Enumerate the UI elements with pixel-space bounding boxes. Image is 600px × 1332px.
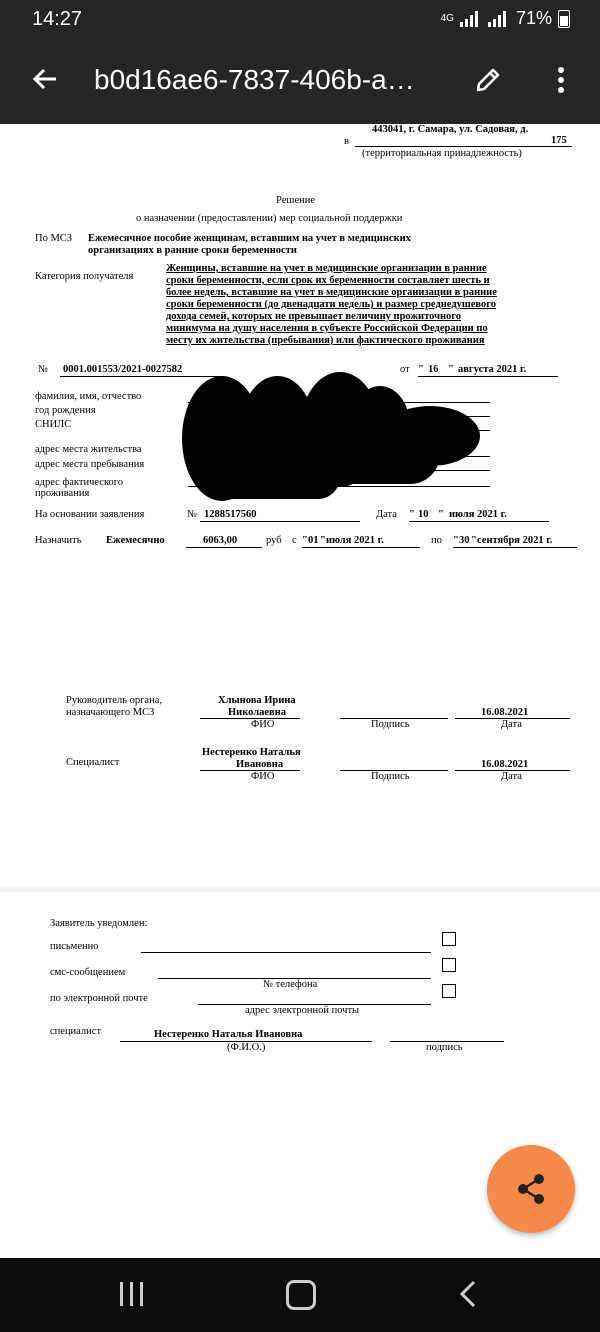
residence-label: адрес места жительства	[35, 444, 142, 455]
status-time: 14:27	[32, 8, 83, 30]
recent-apps-icon[interactable]	[120, 1282, 146, 1306]
msz-line-1: Ежемесячное пособие женщинам, вставшим на учет в медицинских	[88, 233, 411, 244]
more-vertical-icon[interactable]	[546, 60, 576, 100]
share-icon	[487, 1145, 575, 1233]
decision-month-year: августа 2021 г.	[458, 364, 527, 375]
actual-label-1: адрес фактического	[35, 477, 124, 488]
signal-icon-2	[488, 11, 510, 27]
stay-label: адрес места пребывания	[35, 459, 145, 470]
notice-specialist-label: специалист	[50, 1026, 102, 1037]
document-page-1: 443041, г. Самара, ул. Садовая, д. в 175 (территориальная принадлежность) Решение о назначении (предоставлении) мер социальной поддержки По МСЗ Ежемесячное пособие женщинам, вставшим на учет в медицинских организациях в ранние сроки беременности Категория получателя Женщины, вставшие на учет в медицинские организации в ранние сроки беременности, если срок их беременности составляет шесть и более недель, вставшие на учет в медицинские организации в ранние сроки беременности (до двенадцати недель) и размер среднедушевого дохода семей, которых не превышает величину прожиточного минимума на душу населения в субъекте Российской Федерации по месту их жительства (пребывания) или фактического проживания № 0001.001553/2021-0027582 от " 16 " августа 2021 г. фамилия, имя, отчество год рождения СНИЛС адрес места жительства адрес места пребывания адрес фактического проживания На основании заявления № 1288517560 Дата " 10 " июля 2021 г. Назначить Ежемесячно 6063,00 руб с " 01 " июля 2021 г. по " 30 " сентября 2021 г. Руководитель органа, назначающего МСЗ Хлынова Ирина Николаевна 16.08.2021 ФИО Подпись Дата Специалист Нестеренко Наталья Ивановна 16.08.2021 ФИО Подпись Дата	[0, 124, 600, 886]
notice-title: Заявитель уведомлен:	[50, 918, 148, 929]
date-caption: Дата	[501, 719, 522, 730]
specialist-name-1: Нестеренко Наталья	[202, 747, 301, 758]
application-day: 10	[418, 509, 429, 520]
phone-caption: № телефона	[263, 979, 318, 990]
snils-label: СНИЛС	[35, 419, 72, 430]
category-line: Женщины, вставшие на учет в медицинские организации в ранние	[166, 263, 487, 274]
category-line: более недель, вставшие на учет в медицинские организации в ранние	[166, 287, 497, 298]
msz-line-2: организациях в ранние сроки беременности	[88, 245, 297, 256]
category-line: сроки беременности (до двенадцати недель) и размер среднедушевого	[166, 299, 497, 310]
birth-label: год рождения	[35, 405, 96, 416]
category-line: сроки беременности, если срок их беременности составляет шесть и	[166, 275, 490, 286]
system-nav-bar	[0, 1258, 600, 1332]
signal-icon	[460, 11, 482, 27]
pencil-icon[interactable]	[468, 60, 508, 100]
network-type: 4G	[440, 13, 454, 24]
doc-title: Решение	[276, 195, 316, 206]
start-month-year: июля 2021 г.	[326, 535, 384, 546]
battery-percent: 71%	[515, 8, 552, 28]
category-label: Категория получателя	[35, 271, 134, 282]
document-title: b0d16ae6-7837-406b-a…	[94, 64, 415, 95]
notice-sms: смс-сообщением	[50, 967, 126, 978]
sign-caption: Подпись	[371, 719, 410, 730]
doc-subtitle: о назначении (предоставлении) мер социальной поддержки	[136, 213, 403, 224]
specialist-name-2: Ивановна	[236, 759, 284, 770]
head-label-1: Руководитель органа,	[66, 695, 162, 706]
head-date: 16.08.2021	[481, 707, 529, 718]
end-day: 30	[459, 535, 470, 546]
notice-specialist-name: Нестеренко Наталья Ивановна	[154, 1029, 303, 1040]
territorial-caption: (территориальная принадлежность)	[362, 148, 522, 159]
to-label: по	[431, 535, 442, 546]
decision-day: 16	[428, 364, 439, 375]
status-bar	[0, 0, 600, 40]
specialist-date: 16.08.2021	[481, 759, 529, 770]
notice-email: по электронной почте	[50, 993, 148, 1004]
msz-label: По МСЗ	[35, 233, 73, 244]
start-day: 01	[308, 535, 319, 546]
notice-fio-caption: (Ф.И.О.)	[227, 1042, 266, 1053]
fio-caption: ФИО	[251, 771, 275, 782]
fio-caption: ФИО	[251, 719, 275, 730]
address-number: 175	[551, 135, 567, 146]
sign-caption: Подпись	[371, 771, 410, 782]
date-caption: Дата	[501, 771, 522, 782]
end-month-year: сентября 2021 г.	[477, 535, 553, 546]
basis-label: На основании заявления	[35, 509, 145, 520]
assign-label: Назначить	[35, 535, 82, 546]
address-prefix: в	[344, 136, 349, 147]
head-name-1: Хлынова Ирина	[218, 695, 296, 706]
fio-label: фамилия, имя, отчество	[35, 391, 142, 402]
category-line: месту их жительства (пребывания) или фактического проживания	[166, 335, 485, 346]
from-prefix: с	[292, 535, 297, 546]
category-line: минимума на душу населения в субъекте Российской Федерации по	[166, 323, 488, 334]
email-caption: адрес электронной почты	[245, 1005, 360, 1016]
periodicity: Ежемесячно	[106, 535, 165, 546]
from-label: от	[400, 364, 410, 375]
battery-icon	[558, 10, 570, 28]
head-name-2: Николаевна	[228, 707, 287, 718]
basis-no-label: №	[187, 509, 198, 520]
share-button[interactable]	[487, 1145, 575, 1233]
currency: руб	[266, 535, 282, 546]
home-icon[interactable]	[286, 1280, 316, 1310]
actual-label-2: проживания	[35, 488, 90, 499]
back-arrow-icon[interactable]	[28, 62, 62, 96]
specialist-label: Специалист	[66, 757, 120, 768]
date-label: Дата	[376, 509, 397, 520]
email-checkbox[interactable]	[442, 984, 456, 998]
decision-number: 0001.001553/2021-0027582	[63, 364, 183, 375]
app-bar	[0, 40, 600, 124]
notice-sign-caption: подпись	[426, 1042, 463, 1053]
category-line: дохода семей, которых не превышает величину прожиточного	[166, 311, 462, 322]
sms-checkbox[interactable]	[442, 958, 456, 972]
amount: 6063,00	[203, 535, 238, 546]
application-month-year: июля 2021 г.	[449, 509, 507, 520]
nav-back-icon[interactable]	[456, 1278, 480, 1310]
written-checkbox[interactable]	[442, 932, 456, 946]
application-number: 1288517560	[204, 509, 257, 520]
number-label: №	[38, 364, 49, 375]
head-label-2: назначающего МСЗ	[66, 707, 155, 718]
address-text: 443041, г. Самара, ул. Садовая, д.	[372, 124, 529, 135]
notice-written: письменно	[50, 941, 99, 952]
